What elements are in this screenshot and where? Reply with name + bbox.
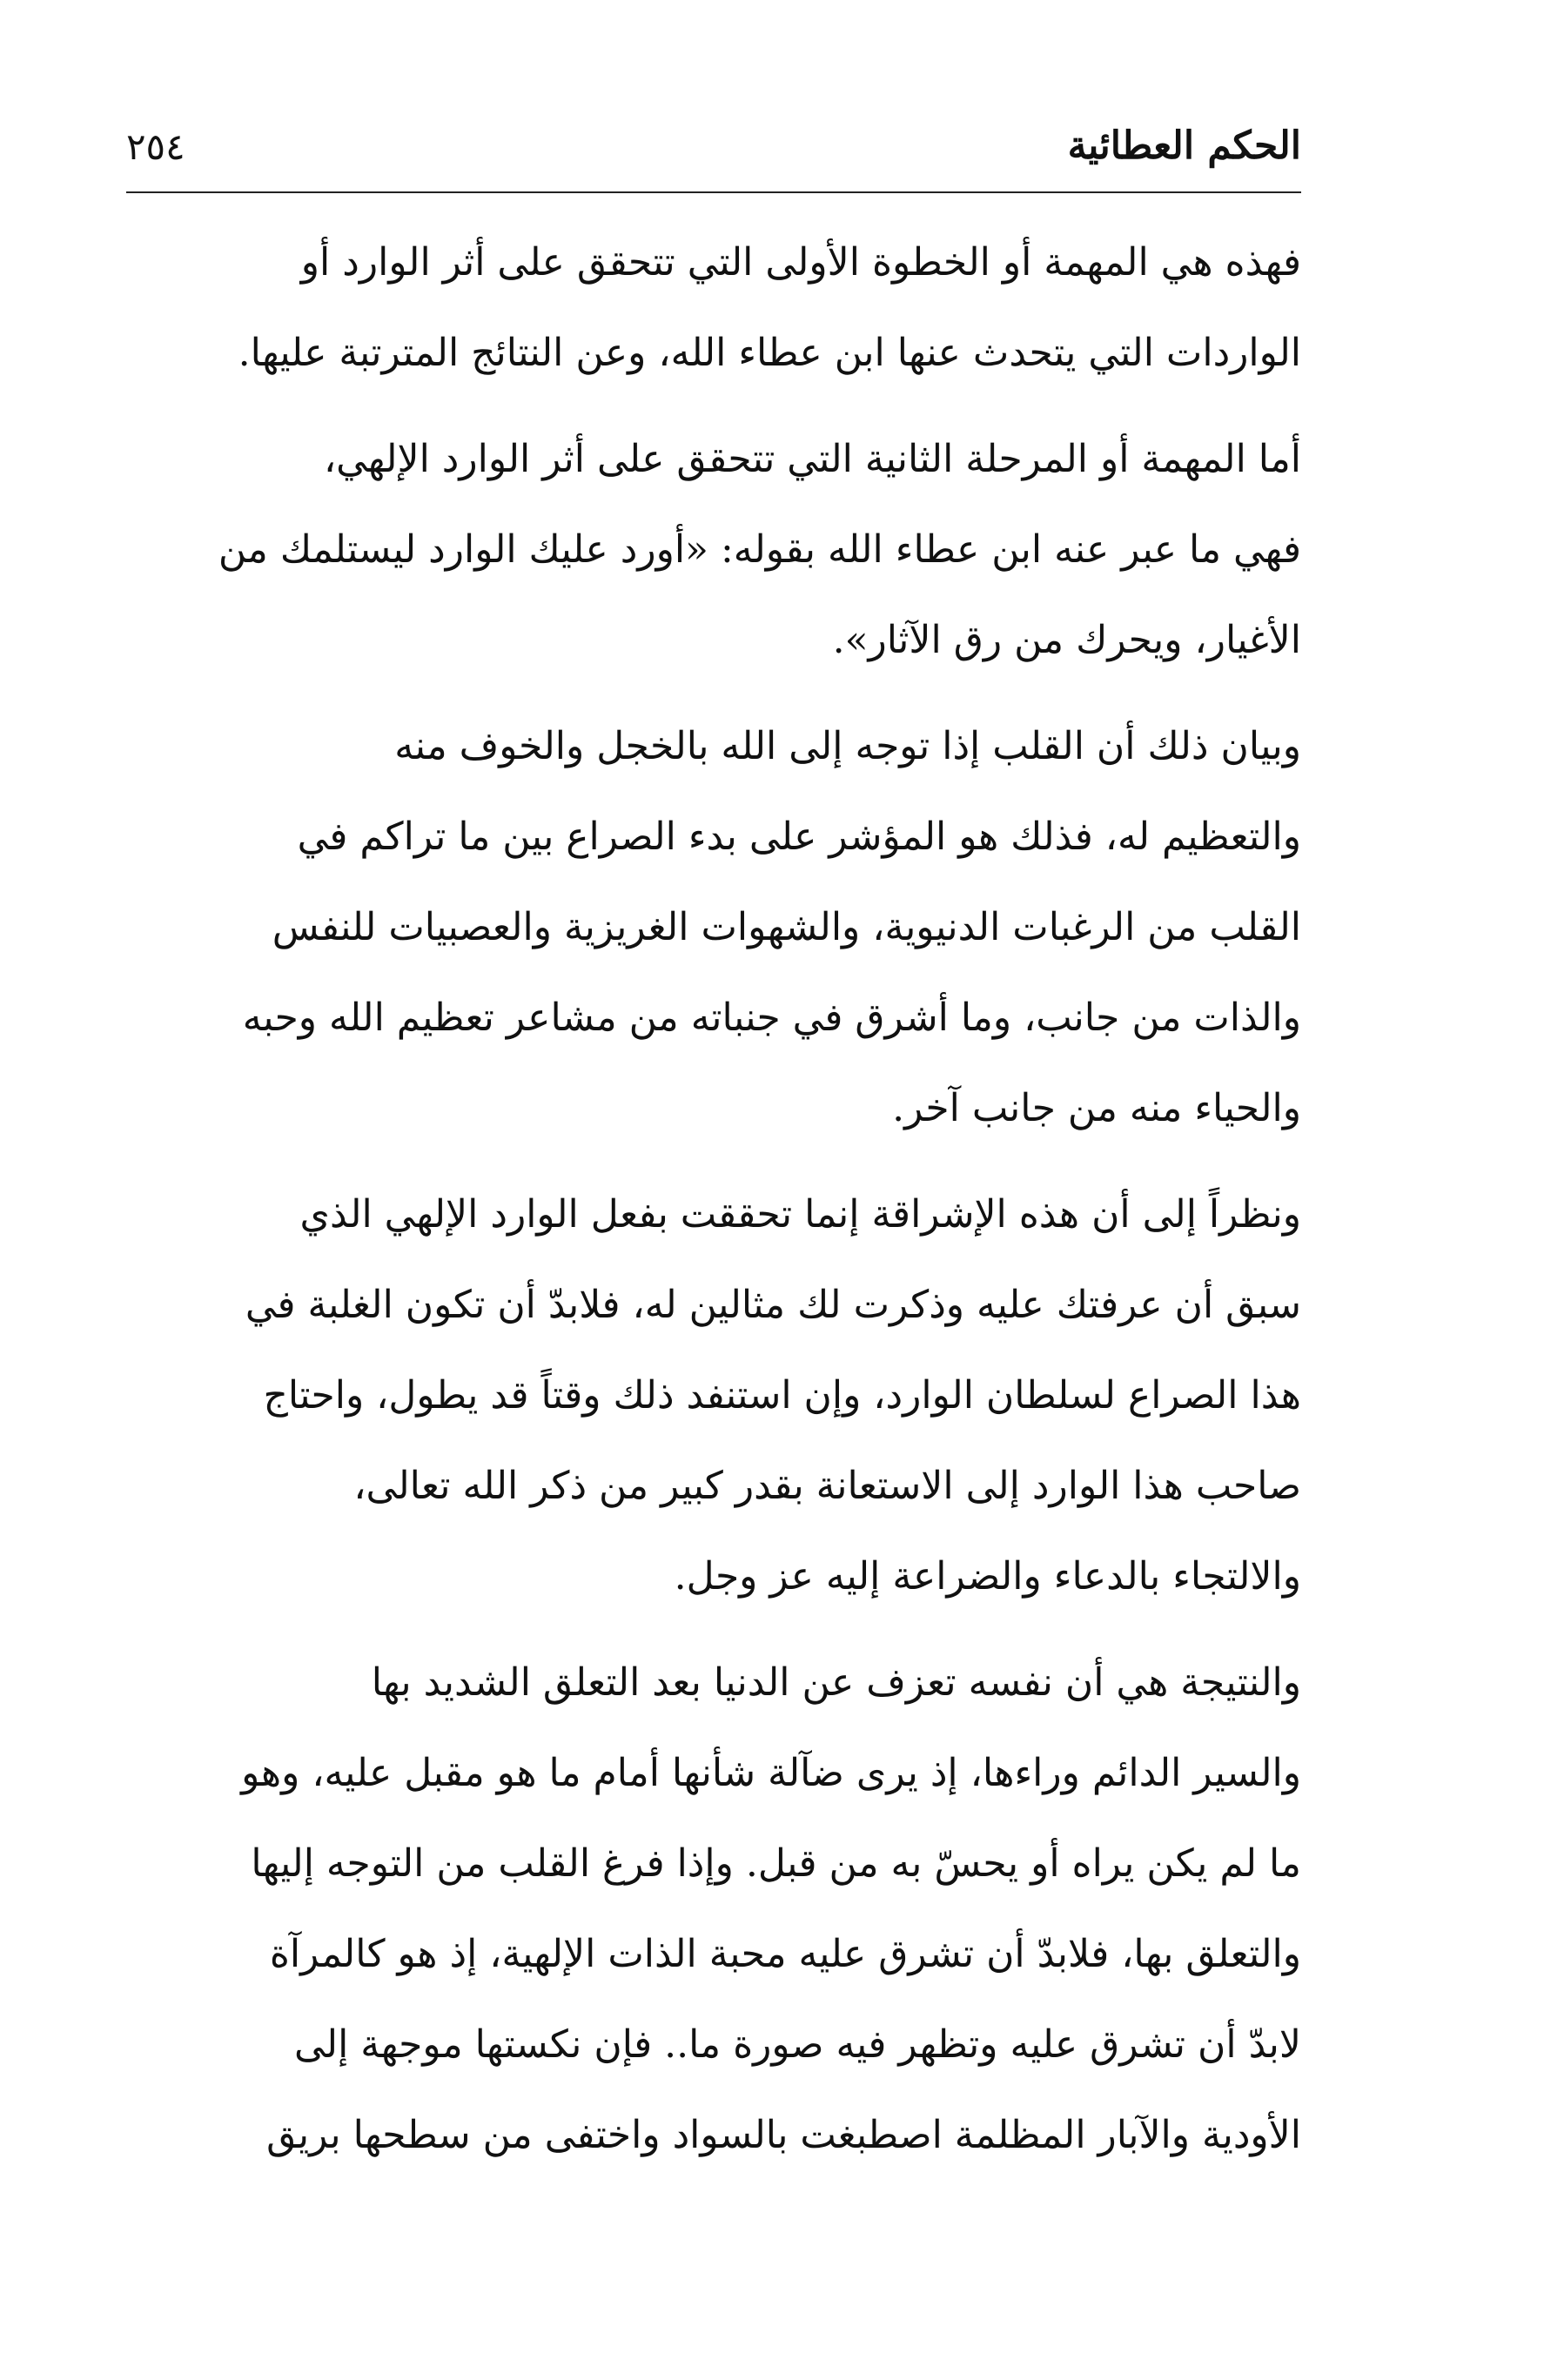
text-line: وبيان ذلك أن القلب إذا توجه إلى الله بالخجل والخوف منه [394,724,1301,768]
text-line: الأغيار، ويحرك من رق الآثار». [832,618,1301,662]
text-line: فهي ما عبر عنه ابن عطاء الله بقوله: «أورد عليك الوارد ليستلمك من [218,527,1301,572]
text-line: سبق أن عرفتك عليه وذكرت لك مثالين له، فلابدّ أن تكون الغلبة في [245,1283,1301,1327]
text-line: ما لم يكن يراه أو يحسّ به من قبل. وإذا فرغ القلب من التوجه إليها [251,1841,1301,1886]
text-line: الواردات التي يتحدث عنها ابن عطاء الله، وعن النتائج المترتبة عليها. [238,331,1301,375]
book-title: الحكم العطائية [1067,124,1301,168]
text-line: والالتجاء بالدعاء والضراعة إليه عز وجل. [674,1554,1301,1599]
text-line: والتعلق بها، فلابدّ أن تشرق عليه محبة الذات الإلهية، إذ هو كالمرآة [269,1932,1301,1976]
text-line: والسير الدائم وراءها، إذ يرى ضآلة شأنها أمام ما هو مقبل عليه، وهو [241,1751,1301,1795]
text-line: والنتيجة هي أن نفسه تعزف عن الدنيا بعد التعلق الشديد بها [371,1660,1301,1705]
running-header [126,122,1301,191]
text-line: أما المهمة أو المرحلة الثانية التي تتحقق على أثر الوارد الإلهي، [323,437,1301,481]
paragraph [126,1638,1301,2181]
text-line: القلب من الرغبات الدنيوية، والشهوات الغريزية والعصبيات للنفس [272,905,1301,949]
text-line: هذا الصراع لسلطان الوارد، وإن استنفد ذلك وقتاً قد يطول، واحتاج [263,1373,1301,1418]
text-line: الأودية والآبار المظلمة اصطبغت بالسواد واختفى من سطحها بريق [266,2113,1301,2157]
text-line: والتعظيم له، فذلك هو المؤشر على بدء الصراع بين ما تراكم في [297,815,1301,859]
text-line: فهذه هي المهمة أو الخطوة الأولى التي تتحقق على أثر الوارد أو [300,240,1301,285]
text-line: والذات من جانب، وما أشرق في جنباته من مشاعر تعظيم الله وحبه [242,996,1301,1040]
text-line: صاحب هذا الوارد إلى الاستعانة بقدر كبير من ذكر الله تعالى، [353,1464,1301,1508]
paragraph [126,701,1301,1154]
text-line: لابدّ أن تشرق عليه وتظهر فيه صورة ما.. فإن نكستها موجهة إلى [294,2022,1301,2067]
page-number: ٢٥٤ [126,125,185,168]
header-rule [126,191,1301,193]
paragraph [126,218,1301,399]
paragraph [126,414,1301,686]
text-line: والحياء منه من جانب آخر. [892,1086,1301,1130]
text-line: ونظراً إلى أن هذه الإشراقة إنما تحققت بفعل الوارد الإلهي الذي [299,1192,1301,1237]
paragraph [126,1170,1301,1622]
body-text [126,218,1301,2196]
